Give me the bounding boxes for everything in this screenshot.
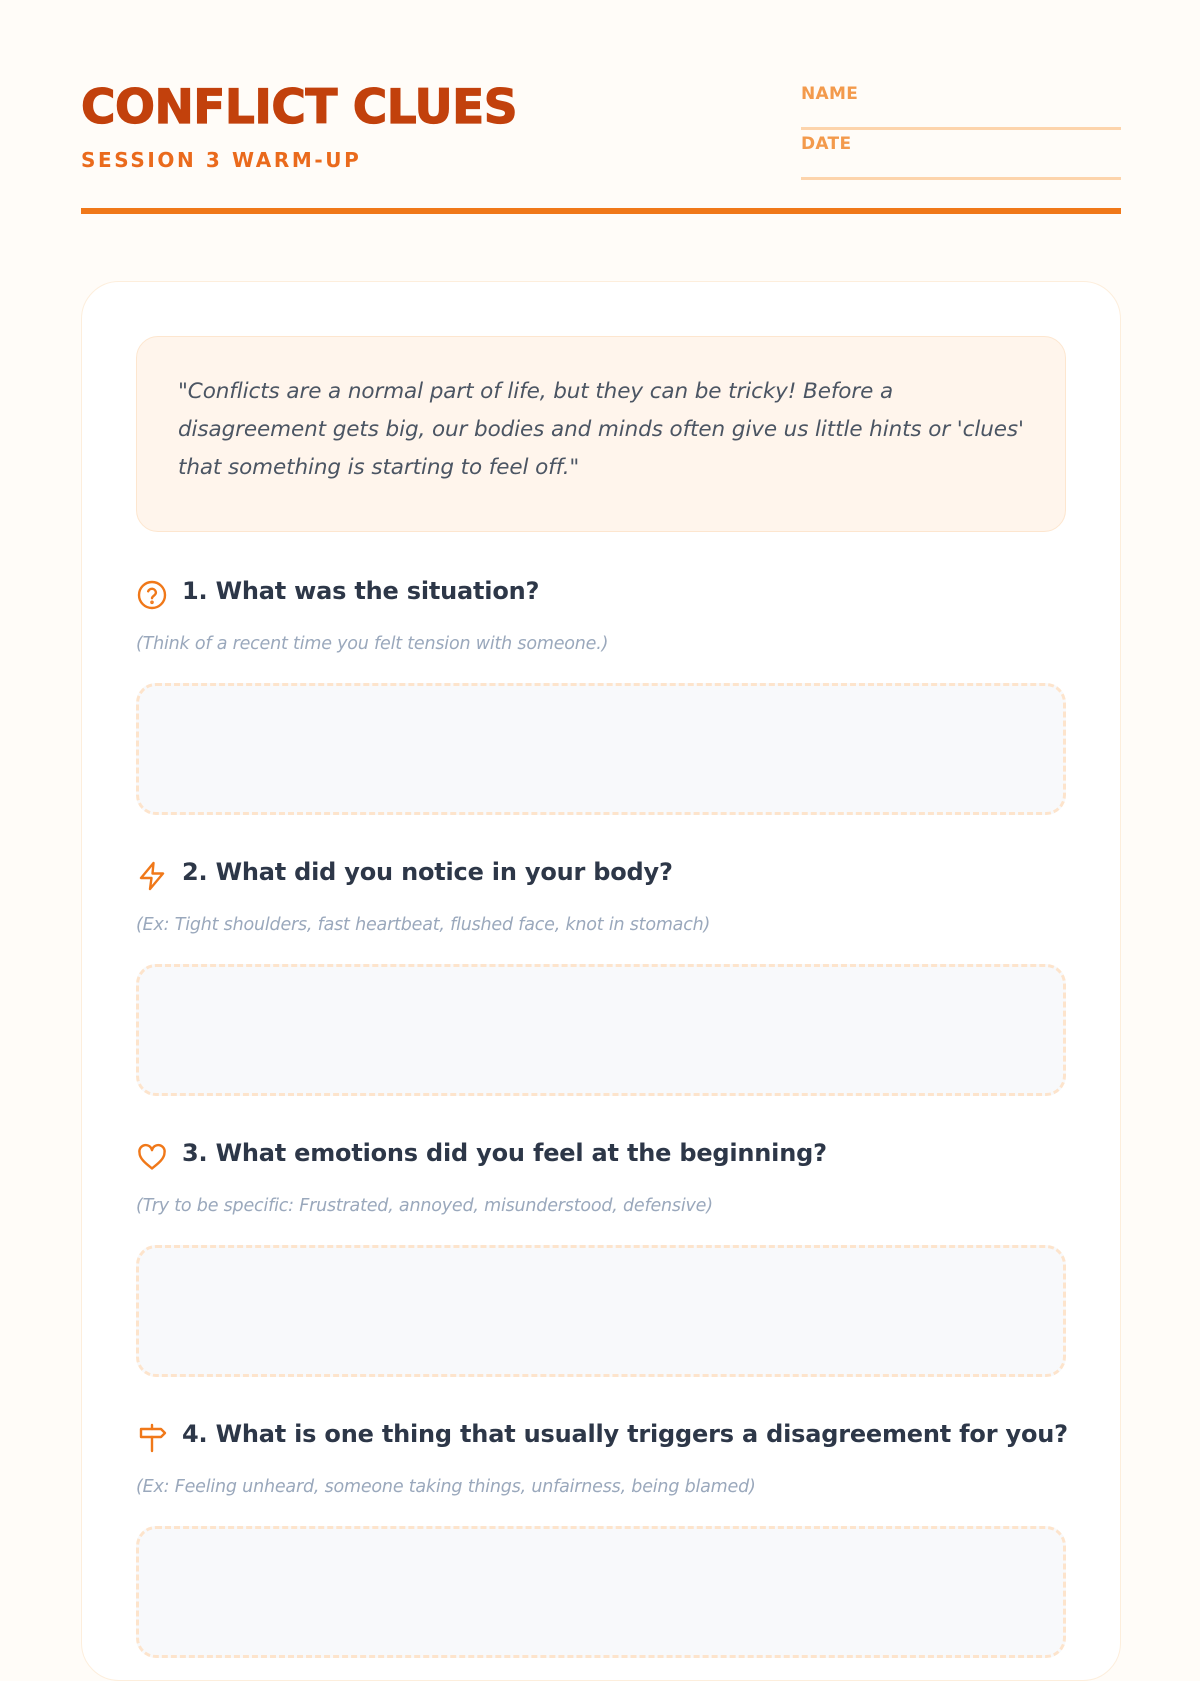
question-header: [136, 857, 1066, 897]
page-subtitle: SESSION 3 WARM-UP: [81, 148, 362, 172]
worksheet-card: [81, 281, 1121, 1681]
page-title: CONFLICT CLUES: [81, 80, 518, 135]
question-title: 1. What was the situation?: [182, 577, 540, 605]
question-header: [136, 1138, 1066, 1178]
question-hint: (Ex: Feeling unheard, someone taking things, unfairness, being blamed): [136, 1477, 756, 1497]
question-title: 3. What emotions did you feel at the beginning?: [182, 1139, 827, 1167]
question-4: [136, 1419, 1068, 1497]
question-circle-icon: [136, 579, 168, 611]
question-header: [136, 576, 1066, 616]
answer-box-2[interactable]: [136, 964, 1066, 1096]
question-hint: (Try to be specific: Frustrated, annoyed, misunderstood, defensive): [136, 1196, 713, 1216]
question-hint: (Think of a recent time you felt tension with someone.): [136, 634, 609, 654]
answer-box-4[interactable]: [136, 1526, 1066, 1658]
signpost-icon: [136, 1422, 168, 1454]
question-hint: (Ex: Tight shoulders, fast heartbeat, flushed face, knot in stomach): [136, 915, 711, 935]
name-date-fields: [801, 80, 1121, 180]
heart-icon: [136, 1141, 168, 1173]
answer-box-1[interactable]: [136, 683, 1066, 815]
header-divider: [81, 208, 1121, 214]
answer-box-3[interactable]: [136, 1245, 1066, 1377]
question-2: [136, 857, 1066, 935]
lightning-icon: [136, 860, 168, 892]
name-field-label: NAME: [801, 84, 859, 104]
question-title: 4. What is one thing that usually triggers a disagreement for you?: [182, 1420, 1068, 1448]
question-header: [136, 1419, 1066, 1459]
question-3: [136, 1138, 1066, 1216]
date-field[interactable]: [801, 130, 1121, 180]
date-field-label: DATE: [801, 134, 852, 154]
intro-quote: "Conflicts are a normal part of life, but they can be tricky! Before a disagreement gets big, our bodies and minds often give us little hints or 'clues' that something is starting to feel off.": [136, 336, 1066, 532]
question-title: 2. What did you notice in your body?: [182, 858, 673, 886]
header: [81, 80, 1121, 214]
name-field[interactable]: [801, 80, 1121, 130]
question-1: [136, 576, 1066, 654]
